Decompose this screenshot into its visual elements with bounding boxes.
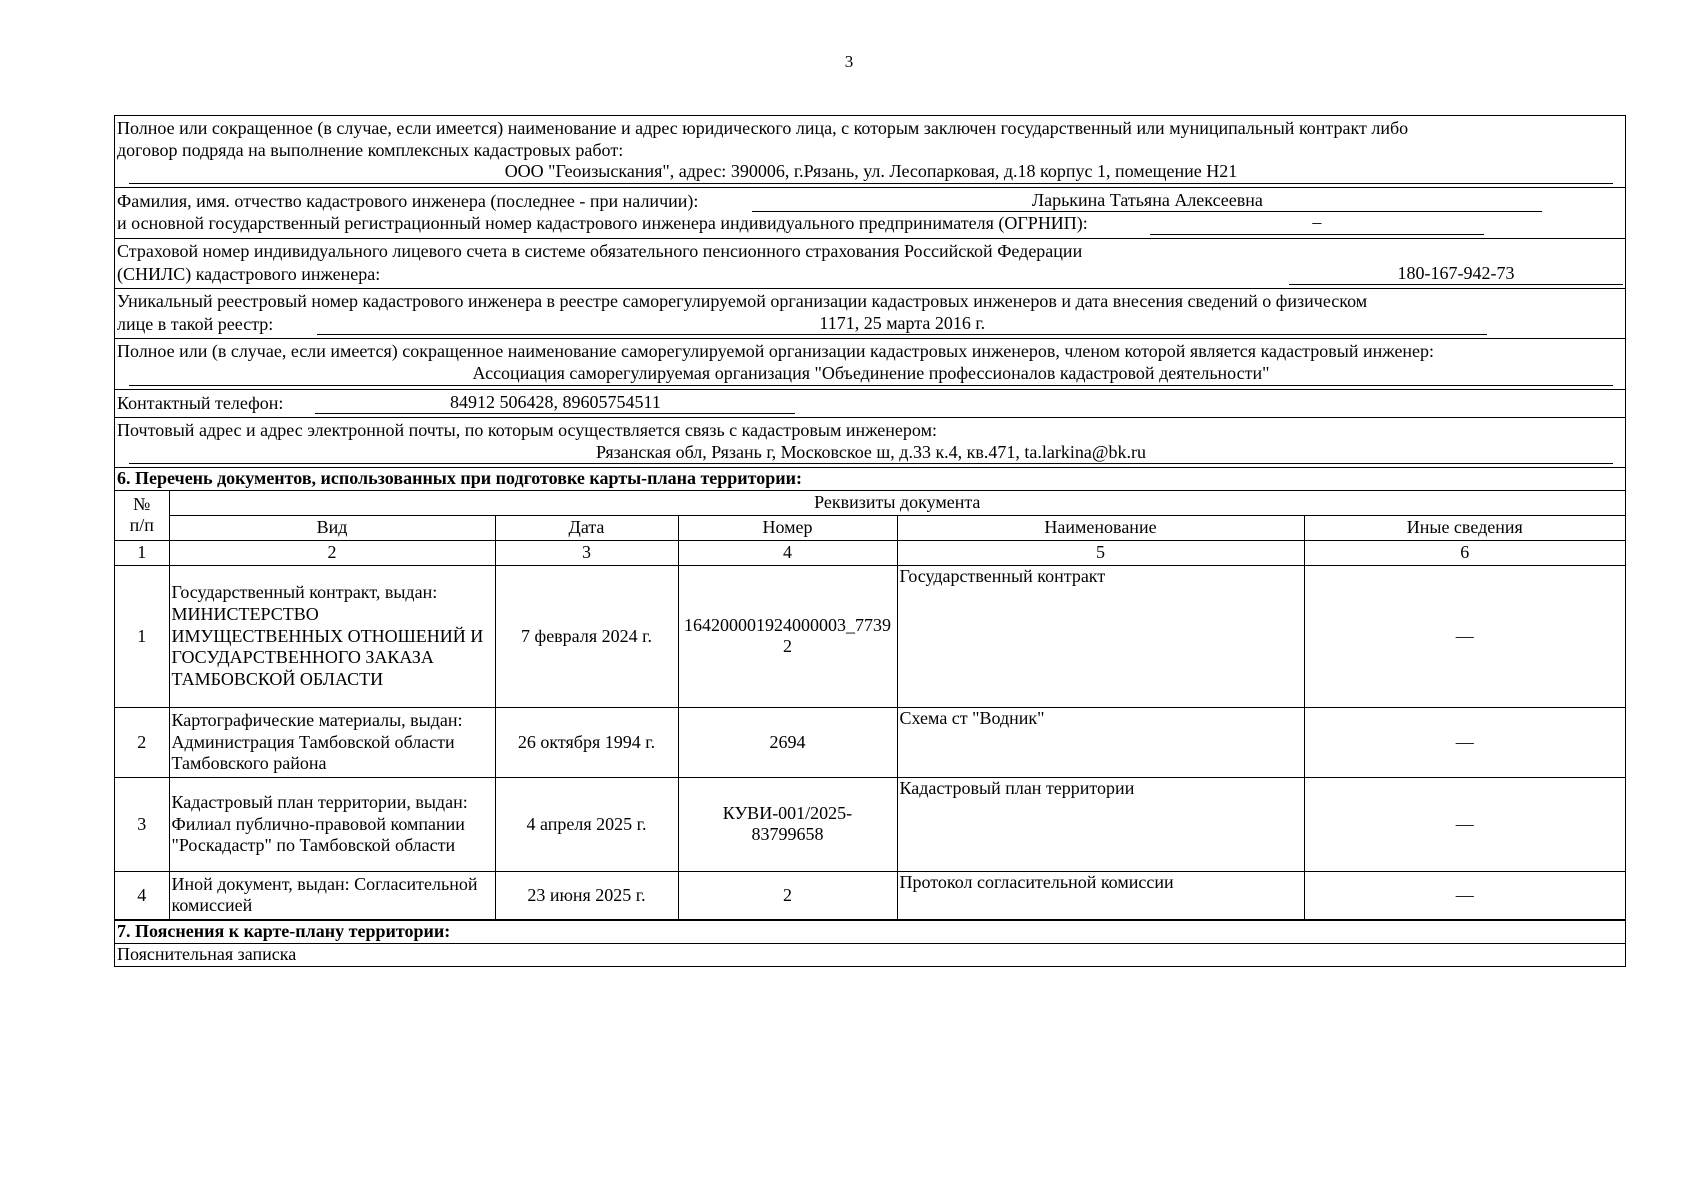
row-kind-text: Государственный контракт, выдан: МИНИСТЕРСТВО ИМУЩЕСТВЕННЫХ ОТНОШЕНИЙ И ГОСУДАРСТВЕННОГО ЗАКАЗА ТАМБОВСКОЙ ОБЛАСТИ: [171, 582, 484, 689]
documents-table: [115, 491, 1625, 920]
page-number: 3: [844, 52, 854, 71]
phone-label: Контактный телефон:: [117, 392, 284, 413]
column-number: 6: [1304, 540, 1625, 565]
row-kind: [169, 565, 495, 707]
header-date: Дата: [495, 515, 678, 540]
snils-label-cont: (СНИЛС) кадастрового инженера:: [117, 263, 381, 284]
row-other: —: [1304, 777, 1625, 871]
row-kind: Иной документ, выдан: Согласительной комиссией: [169, 871, 495, 919]
snils-block: [115, 239, 1625, 289]
row-other: —: [1304, 707, 1625, 777]
row-num: 1: [115, 565, 169, 707]
header-group: Реквизиты документа: [169, 491, 1625, 516]
table-header-columns-row: [115, 515, 1625, 540]
header-number: Номер: [678, 515, 897, 540]
postal-label: Почтовый адрес и адрес электронной почты, по которым осуществляется связь с кадастровым инженером:: [117, 420, 937, 441]
row-kind: Кадастровый план территории, выдан: Филиал публично-правовой компании "Роскадастр" по Тамбовской области: [169, 777, 495, 871]
phone-value: 84912 506428, 89605754511: [315, 392, 795, 415]
phone-row: [117, 392, 1623, 415]
section7-title: 7. Пояснения к карте-плану территории:: [117, 920, 451, 941]
column-number: 3: [495, 540, 678, 565]
row-number: 2694: [678, 707, 897, 777]
row-date: 4 апреля 2025 г.: [495, 777, 678, 871]
engineer-ogrnip-value: –: [1150, 212, 1484, 235]
sro-value: Ассоциация саморегулируемая организация "Объединение профессионалов кадастровой деятельности": [129, 363, 1613, 386]
contractor-label: Полное или сокращенное (в случае, если имеется) наименование и адрес юридического лица, с которым заключен государственный или муниципальный контракт либо: [117, 118, 1409, 138]
contractor-label-cont: договор подряда на выполнение комплексных кадастровых работ:: [117, 139, 624, 160]
section6-title-block: [115, 468, 1625, 491]
header-num-cell: [115, 491, 169, 541]
row-date: 26 октября 1994 г.: [495, 707, 678, 777]
registry-label: Уникальный реестровый номер кадастрового инженера в реестре саморегулируемой организации кадастровых инженеров и дата внесения сведений о физическом: [117, 291, 1368, 312]
registry-row: [117, 313, 1623, 336]
header-num-symbol: №: [133, 493, 151, 514]
snils-row: [117, 263, 1623, 286]
row-name: Кадастровый план территории: [897, 777, 1304, 871]
engineer-name-row: [117, 190, 1623, 213]
row-number: 164200001924000003_77392: [678, 565, 897, 707]
row-other: —: [1304, 565, 1625, 707]
header-other: Иные сведения: [1304, 515, 1625, 540]
header-name: Наименование: [897, 515, 1304, 540]
engineer-block: [115, 188, 1625, 239]
table-row: [115, 565, 1625, 707]
row-number: КУВИ-001/2025-83799658: [678, 777, 897, 871]
registry-value: 1171, 25 марта 2016 г.: [317, 313, 1487, 336]
registry-label-cont: лице в такой реестр:: [117, 313, 274, 334]
row-number: 2: [678, 871, 897, 919]
row-other: —: [1304, 871, 1625, 919]
column-number: 4: [678, 540, 897, 565]
cadastral-form: [114, 115, 1626, 967]
engineer-ogrnip-row: [117, 212, 1623, 235]
engineer-name-value: Ларькина Татьяна Алексеевна: [752, 190, 1542, 213]
row-name: Государственный контракт: [897, 565, 1304, 707]
column-number: 5: [897, 540, 1304, 565]
table-row: [115, 871, 1625, 919]
documents-table-block: [115, 491, 1625, 921]
column-number: 1: [115, 540, 169, 565]
phone-block: [115, 390, 1625, 419]
row-num: 2: [115, 707, 169, 777]
postal-block: [115, 418, 1625, 468]
row-num: 4: [115, 871, 169, 919]
table-column-numbers-row: [115, 540, 1625, 565]
section7-text: Пояснительная записка: [117, 943, 297, 964]
contractor-block: [115, 116, 1625, 188]
registry-block: [115, 289, 1625, 339]
header-num-label: п/п: [129, 515, 154, 536]
postal-value: Рязанская обл, Рязань г, Московское ш, д.33 к.4, кв.471, ta.larkina@bk.ru: [129, 442, 1613, 465]
sro-block: [115, 339, 1625, 389]
snils-value: 180-167-942-73: [1289, 263, 1623, 286]
engineer-ogrnip-label: и основной государственный регистрационный номер кадастрового инженера индивидуального предпринимателя (ОГРНИП):: [117, 213, 1088, 234]
contractor-value: ООО "Геоизыскания", адрес: 390006, г.Рязань, ул. Лесопарковая, д.18 корпус 1, помещение Н21: [129, 161, 1613, 184]
header-kind: Вид: [169, 515, 495, 540]
column-number: 2: [169, 540, 495, 565]
row-kind: Картографические материалы, выдан: Администрация Тамбовской области Тамбовского района: [169, 707, 495, 777]
table-row: [115, 777, 1625, 871]
sro-label: Полное или (в случае, если имеется) сокращенное наименование саморегулируемой организации кадастровых инженеров, членом которой является кадастровый инженер:: [117, 341, 1435, 362]
row-date: 23 июня 2025 г.: [495, 871, 678, 919]
table-row: [115, 707, 1625, 777]
section6-title: 6. Перечень документов, использованных при подготовке карты-плана территории:: [117, 468, 803, 489]
row-date: 7 февраля 2024 г.: [495, 565, 678, 707]
engineer-name-label: Фамилия, имя. отчество кадастрового инженера (последнее - при наличии):: [117, 190, 699, 211]
snils-label: Страховой номер индивидуального лицевого счета в системе обязательного пенсионного страхования Российской Федерации: [117, 240, 1083, 261]
table-header-row: [115, 491, 1625, 516]
section7-title-block: [115, 921, 1625, 944]
section7-text-block: [115, 944, 1625, 967]
row-name: Схема ст "Водник": [897, 707, 1304, 777]
row-num: 3: [115, 777, 169, 871]
row-name: Протокол согласительной комиссии: [897, 871, 1304, 919]
